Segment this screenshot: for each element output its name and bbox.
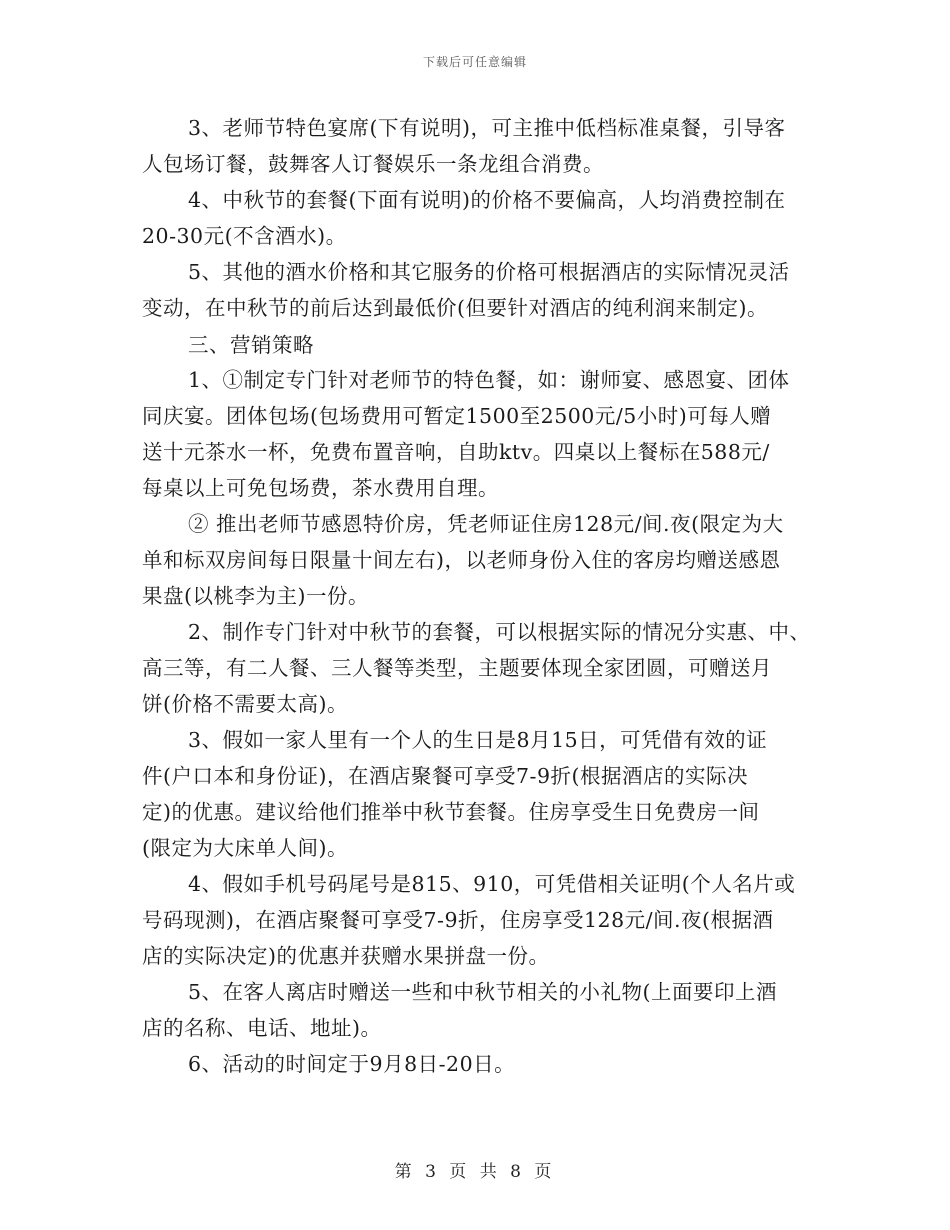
paragraph-line: 5、其他的酒水价格和其它服务的价格可根据酒店的实际情况灵活 bbox=[188, 260, 790, 284]
paragraph-line: 每桌以上可免包场费，茶水费用自理。 bbox=[142, 476, 499, 500]
paragraph-line: 5、在客人离店时赠送一些和中秋节相关的小礼物(上面要印上酒 bbox=[188, 980, 778, 1004]
paragraph-line: 3、假如一家人里有一个人的生日是8月15日，可凭借有效的证 bbox=[188, 728, 768, 752]
paragraph-line: ② 推出老师节感恩特价房，凭老师证住房128元/间.夜(限定为大 bbox=[188, 512, 784, 536]
paragraph-line: 4、假如手机号码尾号是815、910，可凭借相关证明(个人名片或 bbox=[188, 872, 796, 896]
paragraph-line: 店的实际决定)的优惠并获赠水果拼盘一份。 bbox=[142, 944, 550, 968]
paragraph-line: 4、中秋节的套餐(下面有说明)的价格不要偏高，人均消费控制在 bbox=[188, 188, 786, 212]
header-note: 下载后可任意编辑 bbox=[422, 55, 527, 69]
paragraph-line: 1、①制定专门针对老师节的特色餐，如：谢师宴、感恩宴、团体 bbox=[188, 368, 790, 392]
paragraph-line: 饼(价格不需要太高)。 bbox=[142, 692, 348, 716]
paragraph-line: 店的名称、电话、地址)。 bbox=[142, 1016, 382, 1040]
paragraph-line: 定)的优惠。建议给他们推举中秋节套餐。住房享受生日免费房一间 bbox=[142, 800, 760, 824]
paragraph-line: 2、制作专门针对中秋节的套餐，可以根据实际的情况分实惠、中、 bbox=[188, 620, 811, 644]
paragraph-line: 件(户口本和身份证)，在酒店聚餐可享受7-9折(根据酒店的实际决 bbox=[142, 764, 749, 788]
paragraph-line: 人包场订餐，鼓舞客人订餐娱乐一条龙组合消费。 bbox=[142, 152, 604, 176]
section-heading: 三、营销策略 bbox=[188, 333, 314, 357]
paragraph-line: 变动，在中秋节的前后达到最低价(但要针对酒店的纯利润来制定)。 bbox=[142, 296, 768, 320]
paragraph-line: 单和标双房间每日限量十间左右)，以老师身份入住的客房均赠送感恩 bbox=[142, 548, 781, 572]
paragraph-line: 6、活动的时间定于9月8日-20日。 bbox=[188, 1052, 516, 1076]
paragraph-line: 号码现测)，在酒店聚餐可享受7-9折，住房享受128元/间.夜(根据酒 bbox=[142, 908, 774, 932]
paragraph-line: (限定为大床单人间)。 bbox=[142, 836, 348, 860]
paragraph-line: 送十元茶水一杯，免费布置音响，自助ktv。四桌以上餐标在588元/ bbox=[142, 440, 770, 464]
paragraph-line: 高三等，有二人餐、三人餐等类型，主题要体现全家团圆，可赠送月 bbox=[142, 656, 772, 680]
paragraph-line: 3、老师节特色宴席(下有说明)，可主推中低档标准桌餐，引导客 bbox=[188, 116, 786, 140]
page-number: 第 3 页 共 8 页 bbox=[394, 1162, 556, 1182]
paragraph-line: 果盘(以桃李为主)一份。 bbox=[142, 584, 369, 608]
paragraph-line: 20-30元(不含酒水)。 bbox=[142, 224, 347, 248]
paragraph-line: 同庆宴。团体包场(包场费用可暂定1500至2500元/5小时)可每人赠 bbox=[142, 404, 772, 428]
